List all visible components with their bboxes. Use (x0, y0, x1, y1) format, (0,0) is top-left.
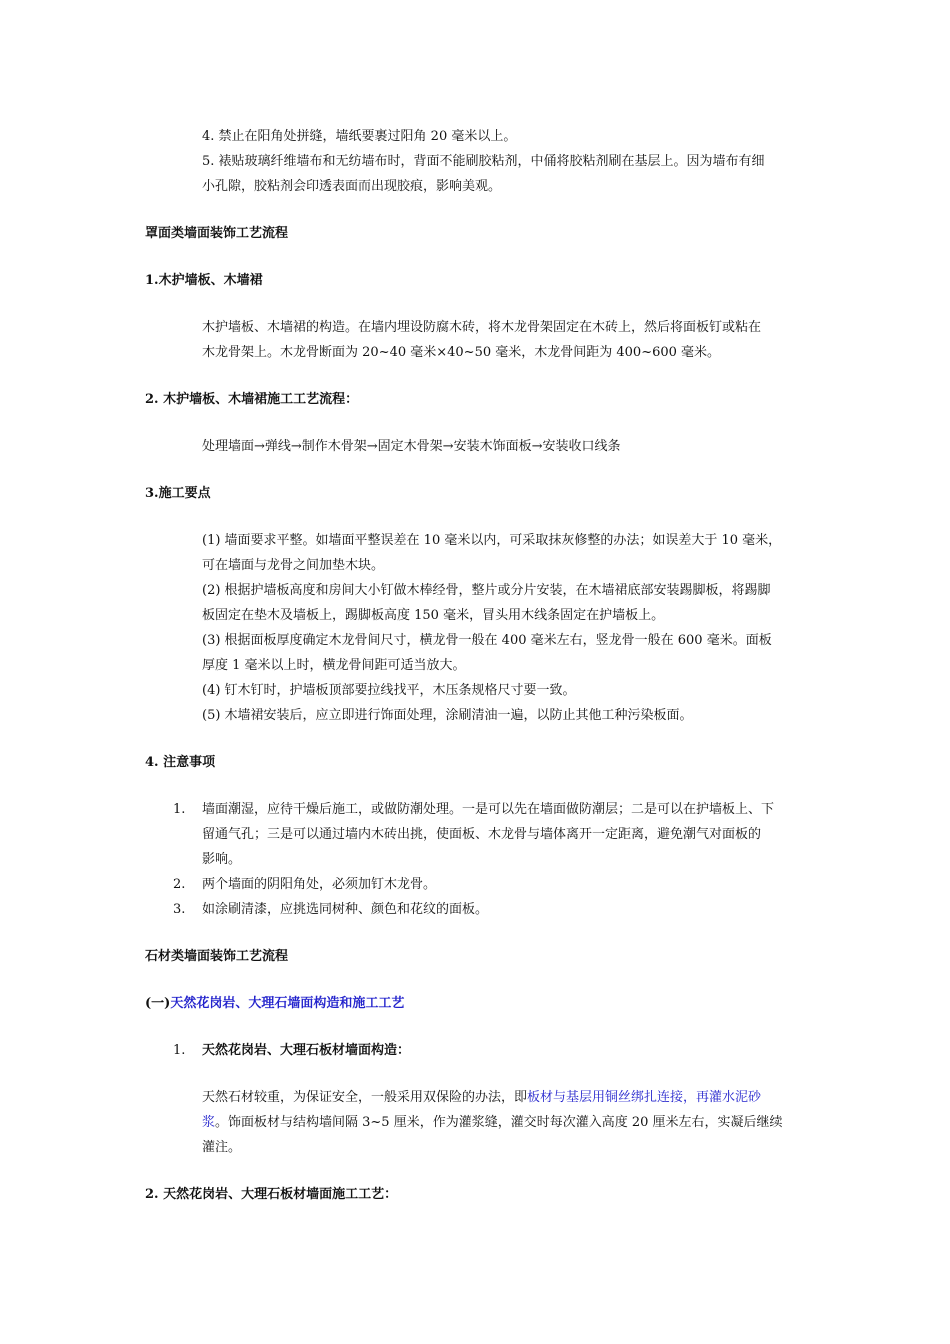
paragraph-line: 木护墙板、木墙裙的构造。在墙内埋设防腐木砖，将木龙骨架固定在木砖上，然后将面板钉或粘在 (202, 320, 762, 335)
process-flow: 处理墙面→弹线→制作木骨架→固定木骨架→安装木饰面板→安装收口线条 (202, 439, 621, 454)
list-number: 3. (173, 902, 186, 917)
paragraph-line: 板固定在垫木及墙板上，踢脚板高度 150 毫米，冒头用木线条固定在护墙板上。 (202, 608, 665, 623)
paragraph-text: 。饰面板材与结构墙间隔 3~5 厘米，作为灌浆缝，灌交时每次灌入高度 20 厘米左右，实凝后继续 (215, 1115, 783, 1130)
paragraph-line (202, 1110, 783, 1135)
list-item-continuation: 小孔隙，胶粘剂会印透表面而出现胶痕，影响美观。 (202, 179, 502, 194)
paragraph-line: 灌注。 (202, 1140, 242, 1155)
inline-link[interactable]: 浆 (202, 1115, 216, 1130)
inline-link[interactable]: 板材与基层用铜丝绑扎连接，再灌水泥砂 (527, 1090, 762, 1105)
paragraph-line: (5) 木墙裙安装后，应立即进行饰面处理，涂刷清油一遍，以防止其他工种污染板面。 (202, 708, 693, 723)
list-item-continuation: 影响。 (202, 852, 242, 867)
paragraph-line: (4) 钉木钉时，护墙板顶部要拉线找平，木压条规格尺寸要一致。 (202, 683, 576, 698)
paragraph-line: 厚度 1 毫米以上时，横龙骨间距可适当放大。 (202, 658, 466, 673)
subsection-heading: 4. 注意事项 (145, 755, 216, 770)
list-number: 1. (173, 802, 186, 817)
section-heading: 石材类墙面装饰工艺流程 (145, 949, 289, 964)
list-item: 4. 禁止在阳角处拼缝，墙纸要裹过阳角 20 毫米以上。 (202, 129, 517, 144)
paragraph-line (202, 1085, 761, 1110)
list-item-continuation: 留通气孔；三是可以通过墙内木砖出挑，使面板、木龙骨与墙体离开一定距离，避免潮气对面板的 (202, 827, 762, 842)
list-item: 两个墙面的阴阳角处，必须加钉木龙骨。 (202, 877, 437, 892)
subsection-heading: 3.施工要点 (145, 486, 211, 501)
section-heading: 罩面类墙面装饰工艺流程 (145, 226, 289, 241)
list-item: 墙面潮湿，应待干燥后施工，或做防潮处理。一是可以先在墙面做防潮层；二是可以在护墙板上、下 (202, 802, 775, 817)
list-number: 2. (173, 877, 186, 892)
subsection-heading: 天然花岗岩、大理石板材墙面构造： (202, 1043, 411, 1058)
list-number: 1. (173, 1043, 186, 1058)
list-item: 5. 裱贴玻璃纤维墙布和无纺墙布时，背面不能刷胶粘剂，中俑将胶粘剂刷在基层上。因为墙布有细 (202, 154, 765, 169)
paragraph-line: 可在墙面与龙骨之间加垫木块。 (202, 558, 385, 573)
paragraph-line: (2) 根据护墙板高度和房间大小钉做木棒经骨，整片或分片安装，在木墙裙底部安装踢脚板，将踢脚 (202, 583, 771, 598)
subsection-heading: 2. 天然花岗岩、大理石板材墙面施工工艺： (145, 1187, 398, 1202)
stone-subheading-link[interactable]: 天然花岗岩、大理石墙面构造和施工工艺 (170, 996, 405, 1011)
list-item: 如涂刷清漆，应挑选同树种、颜色和花纹的面板。 (202, 902, 489, 917)
paragraph-line: (1) 墙面要求平整。如墙面平整误差在 10 毫米以内，可采取抹灰修整的办法；如误差大于 10 毫米， (202, 533, 782, 548)
paragraph-line: (3) 根据面板厚度确定木龙骨间尺寸，横龙骨一般在 400 毫米左右，竖龙骨一般在 600 毫米。面板 (202, 633, 772, 648)
subsection-heading: 1.木护墙板、木墙裙 (145, 273, 263, 288)
subsection-heading: 2. 木护墙板、木墙裙施工工艺流程： (145, 392, 359, 407)
stone-subheading (145, 991, 404, 1016)
paragraph-line: 木龙骨架上。木龙骨断面为 20~40 毫米×40~50 毫米，木龙骨间距为 400~600 毫米。 (202, 345, 721, 360)
stone-subheading-prefix: (一) (145, 996, 171, 1011)
paragraph-text: 天然石材较重，为保证安全，一般采用双保险的办法，即 (202, 1090, 528, 1105)
